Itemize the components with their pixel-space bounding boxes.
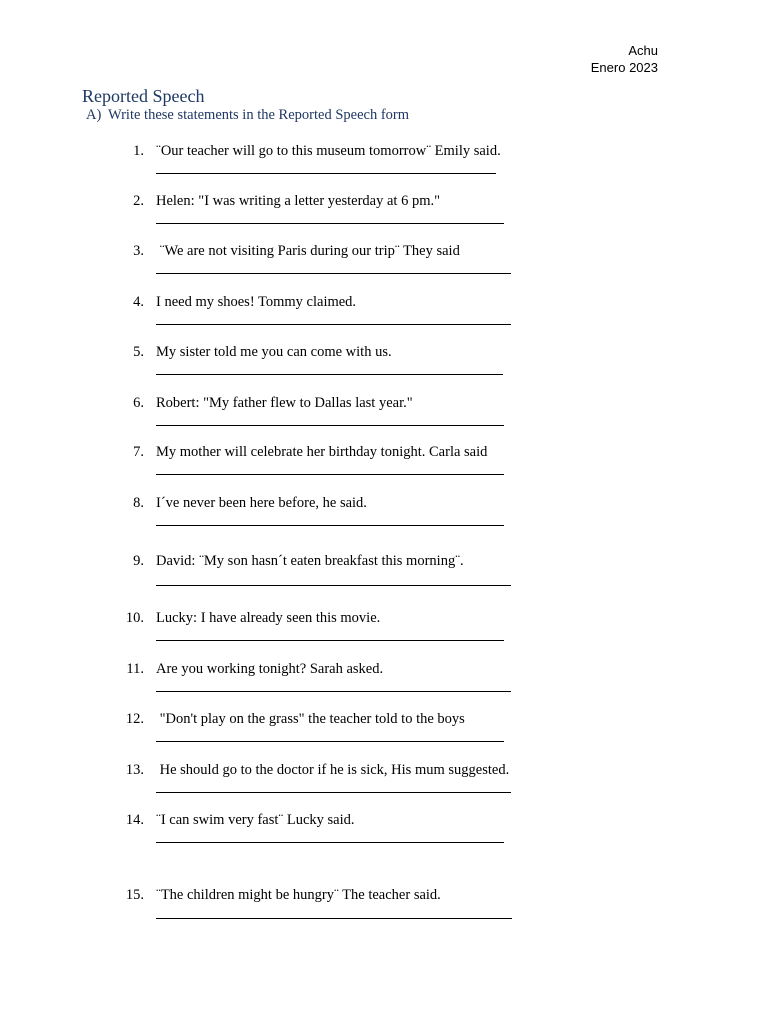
- document-date: Enero 2023: [590, 60, 658, 75]
- answer-line[interactable]: [156, 918, 512, 919]
- answer-line[interactable]: [156, 585, 511, 586]
- answer-line[interactable]: [156, 691, 511, 692]
- item-statement: Lucky: I have already seen this movie.: [156, 610, 381, 626]
- exercise-item: [0, 193, 768, 233]
- page-title: Reported Speech: [82, 86, 205, 106]
- answer-line[interactable]: [156, 741, 504, 742]
- item-statement: My mother will celebrate her birthday tonight. Carla said: [156, 444, 488, 460]
- exercise-item: [0, 243, 768, 283]
- exercise-item: [0, 344, 768, 384]
- item-number: 11.: [126, 661, 144, 677]
- answer-line[interactable]: [156, 474, 504, 475]
- exercise-item: [0, 294, 768, 334]
- document-header: [591, 42, 658, 76]
- item-number: 6.: [133, 395, 144, 411]
- item-number: 8.: [133, 495, 144, 511]
- item-statement: ¨The children might be hungry¨ The teacher said.: [156, 887, 441, 903]
- answer-line[interactable]: [156, 324, 511, 325]
- exercise-item: [0, 711, 768, 751]
- instruction-marker: A): [86, 107, 102, 123]
- answer-line[interactable]: [156, 273, 511, 274]
- item-number: 3.: [133, 243, 144, 259]
- answer-line[interactable]: [156, 173, 496, 174]
- item-number: 4.: [133, 294, 144, 310]
- exercise-item: [0, 395, 768, 435]
- item-statement: Robert: "My father flew to Dallas last year.": [156, 395, 413, 411]
- answer-line[interactable]: [156, 525, 504, 526]
- item-number: 10.: [125, 610, 144, 626]
- item-number: 7.: [133, 444, 144, 460]
- answer-line[interactable]: [156, 640, 504, 641]
- instruction-text: Write these statements in the Reported Speech form: [108, 107, 410, 123]
- item-statement: Are you working tonight? Sarah asked.: [156, 661, 384, 677]
- exercise-item: [0, 610, 768, 650]
- answer-line[interactable]: [156, 223, 504, 224]
- answer-line[interactable]: [156, 425, 504, 426]
- exercise-item: [0, 812, 768, 852]
- item-number: 2.: [133, 193, 144, 209]
- exercise-item: [0, 887, 768, 927]
- answer-line[interactable]: [156, 374, 503, 375]
- item-statement: David: ¨My son hasn´t eaten breakfast this morning¨.: [156, 553, 464, 569]
- item-number: 14.: [125, 812, 144, 828]
- item-statement: I need my shoes! Tommy claimed.: [156, 294, 357, 310]
- exercise-item: [0, 762, 768, 802]
- item-statement: "Don't play on the grass" the teacher told to the boys: [156, 711, 465, 727]
- item-statement: ¨We are not visiting Paris during our trip¨ They said: [156, 243, 460, 259]
- item-statement: My sister told me you can come with us.: [156, 344, 392, 360]
- item-statement: Helen: "I was writing a letter yesterday at 6 pm.": [156, 193, 441, 209]
- item-statement: I´ve never been here before, he said.: [156, 495, 367, 511]
- exercise-item: [0, 661, 768, 701]
- item-statement: He should go to the doctor if he is sick, His mum suggested.: [156, 762, 510, 778]
- item-number: 5.: [133, 344, 144, 360]
- exercise-item: [0, 143, 768, 183]
- item-number: 13.: [125, 762, 144, 778]
- item-number: 12.: [125, 711, 144, 727]
- answer-line[interactable]: [156, 842, 504, 843]
- item-number: 15.: [125, 887, 144, 903]
- exercise-item: [0, 553, 768, 593]
- exercise-item: [0, 444, 768, 484]
- item-number: 9.: [133, 553, 144, 569]
- instruction: [86, 107, 409, 124]
- exercise-item: [0, 495, 768, 535]
- author-name: Achu: [628, 43, 658, 58]
- item-statement: ¨Our teacher will go to this museum tomorrow¨ Emily said.: [156, 143, 501, 159]
- item-statement: ¨I can swim very fast¨ Lucky said.: [156, 812, 355, 828]
- answer-line[interactable]: [156, 792, 511, 793]
- item-number: 1.: [133, 143, 144, 159]
